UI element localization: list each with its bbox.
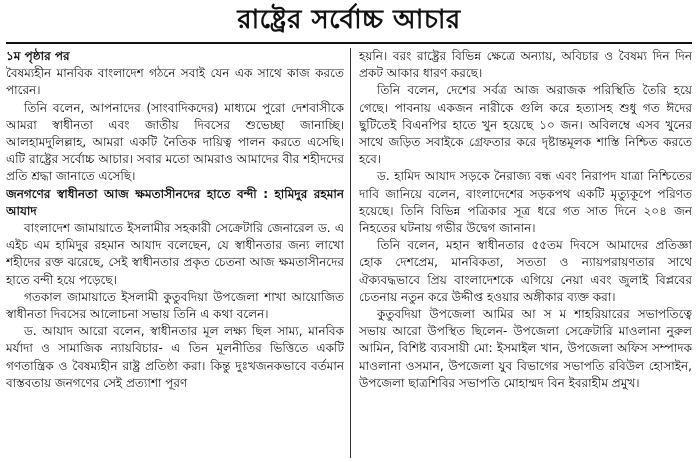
- column-divider: [350, 48, 351, 458]
- continuation-paragraph: [6, 48, 344, 100]
- paragraph: ড. হামিদ আযাদ সড়কে নৈরাজ্য বন্ধ এবং নিরাপদ যাত্রা নিশ্চিতের দাবি জানিয়ে বলেন, বাংলাদেশের সড়কপথ একটি মৃত্যুকূপে পরিণত হয়েছে। তিনি বিভিন্ন পত্রিকার সূত্র ধরে গত সাত দিনে ২০৪ জন নিহতের ঘটনায় গভীর উদ্বেগ জানান।: [359, 169, 692, 236]
- paragraph: তিনি বলেন, আপনাদের (সাংবাদিকদের) মাধ্যমে পুরো দেশবাসীকে আমরা স্বাধীনতা এবং জাতীয় দিবসের শুভেচ্ছা জানাচ্ছি। আলহামদুলিল্লাহ, আমরা একটি নৈতিক দায়িত্ব পালন করতে এসেছি। এটি রাষ্ট্রের সর্বোচ্চ আচার। সবার মতো আমরাও আমাদের বীর শহীদদের প্রতি শ্রদ্ধা জানাতে এসেছি।: [6, 100, 344, 184]
- paragraph: হয়নি। বরং রাষ্ট্রের বিভিন্ন ক্ষেত্রে অন্যায়, অবিচার ও বৈষম্য দিন দিন প্রকট আকার ধারণ করছে।: [359, 49, 692, 81]
- subheading: জনগণের স্বাধীনতা আজ ক্ষমতাসীনদের হাতে বন্দী : হামিদুর রহমান আযাদ: [6, 186, 344, 218]
- right-column: [359, 48, 692, 460]
- paragraph: তিনি বলেন, মহান স্বাধীনতার ৫৫তম দিবসে আমাদের প্রতিজ্ঞা হোক দেশপ্রেম, মানবিকতা, সততা ও ন্যায়পরায়ণতার সাথে ঐক্যবদ্ধভাবে প্রিয় বাংলাদেশকে এগিয়ে নেয়া এবং জুলাই বিপ্লবের চেতনায় নতুন করে উদ্দীপ্ত হওয়ার অঙ্গীকার ব্যক্ত করা।: [359, 238, 692, 304]
- headline: রাষ্ট্রের সর্বোচ্চ আচার: [237, 5, 461, 35]
- left-column: [6, 48, 344, 460]
- paragraph: বাংলাদেশ জামায়াতে ইসলামীর সহকারী সেক্রেটারি জেনারেল ড. এ এইচ এম হামিদুর রহমান আযাদ বলেছেন, যে স্বাধীনতার জন্য লাখো শহীদের রক্ত ঝরেছে, সেই স্বাধীনতার প্রকৃত চেতনা আজ ক্ষমতাসীনদের হাতে বন্দী হয়ে পড়েছে।: [6, 221, 344, 287]
- paragraph-text: বৈষম্যহীন মানবিক বাংলাদেশ গঠনে সবাই যেন এক সাথে কাজ করতে পারেন।: [6, 66, 344, 98]
- paragraph: ড. আযাদ আরো বলেন, স্বাধীনতার মূল লক্ষ্য ছিল সাম্য, মানবিক মর্যাদা ও সামাজিক ন্যায়বিচার- এ তিন মূলনীতির ভিত্তিতে একটি গণতান্ত্রিক ও বৈষম্যহীন রাষ্ট্র প্রতিষ্ঠা করা। কিন্তু দুঃখজনকভাবে বর্তমান বাস্তবতায় জনগণের সেই প্রত্যাশা পূরণ: [6, 324, 344, 390]
- continuation-kicker: ১ম পৃষ্ঠার পর: [6, 49, 70, 63]
- paragraph: গতকাল জামায়াতে ইসলামী কুতুবদিয়া উপজেলা শাখা আয়োজিত স্বাধীনতা দিবসের আলোচনা সভায় তিনি এ কথা বলেন।: [6, 289, 344, 322]
- paragraph: তিনি বলেন, দেশের সর্বত্র আজ অরাজক পরিস্থিতি তৈরি হয়ে গেছে। পাবনায় একজন নারীকে গুলি করে হত্যাসহ শুধু গত ঈদের ছুটিতেই বিএনপির হাতে খুন হয়েছে ১০ জন। অবিলম্বে এসব খুনের সাথে জড়িত সবাইকে গ্রেফতার করে দৃষ্টান্তমূলক শাস্তি নিশ্চিত করতে হবে।: [359, 83, 692, 167]
- paragraph: কুতুবদিয়া উপজেলা আমির আ স ম শাহরিয়ারের সভাপতিত্বে সভায় আরো উপস্থিত ছিলেন- উপজেলা সেক্রেটারি মাওলানা নুরুল আমিন, বিশিষ্ট ব্যবসায়ী মো: ইসমাইল খান, উপজেলা অফিস সম্পাদক মাওলানা ওসমান, উপজেলা যুব বিভাগের সভাপতি রবিউল হোসাইন, উপজেলা ছাত্রশিবির সভাপতি মোহাম্মদ বিন ইবরাহীম প্রমুখ।: [359, 307, 692, 390]
- headline-rule: [6, 42, 692, 44]
